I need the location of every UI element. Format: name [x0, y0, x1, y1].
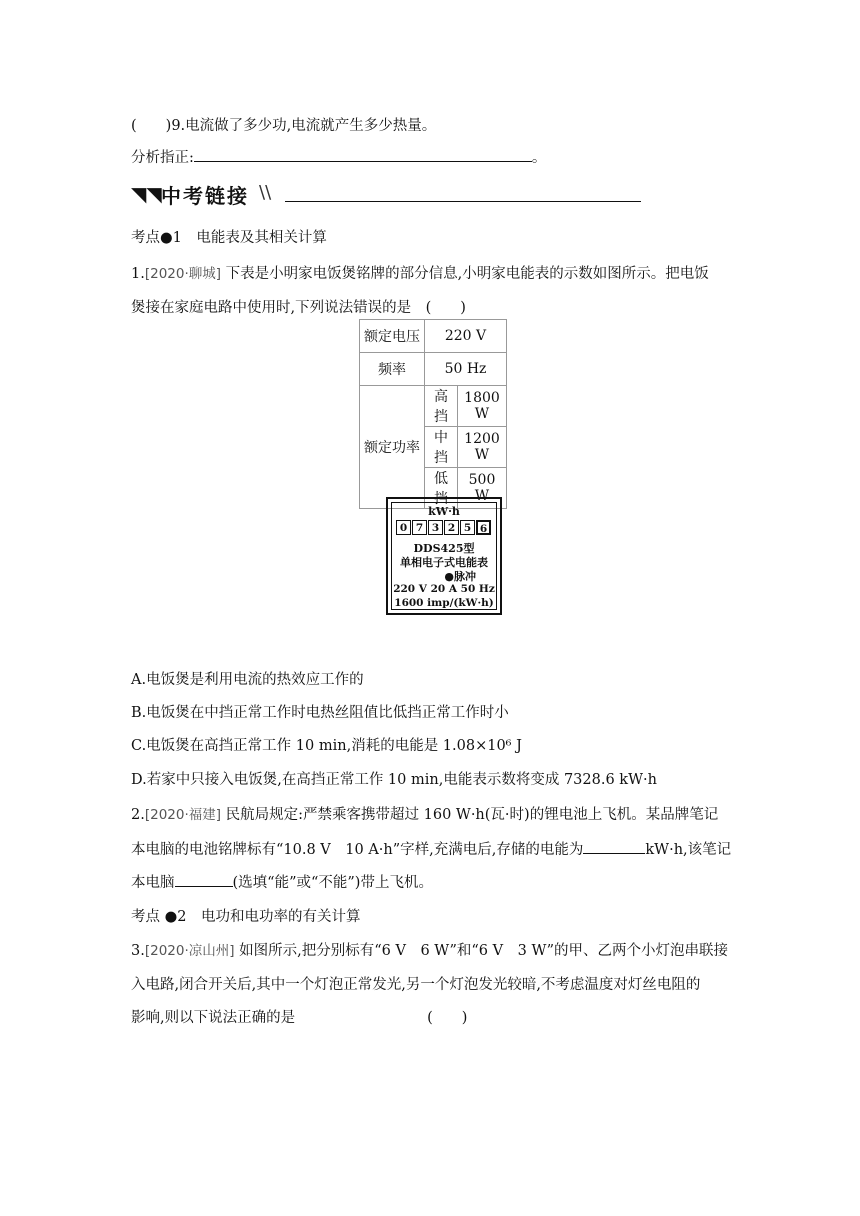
- problem-1-line-2: 煲接在家庭电路中使用时,下列说法错误的是 ( ): [131, 300, 466, 316]
- analysis-end: 。: [531, 150, 547, 166]
- meter-unit: kW·h: [428, 505, 460, 518]
- option-d[interactable]: D.若家中只接入电饭煲,在高挡正常工作 10 min,电能表示数将变成 7328.6 kW·h: [131, 772, 657, 788]
- problem-1-source: [2020·聊城]: [144, 266, 222, 282]
- problem-3-text-1: 如图所示,把分别标有“6 V 6 W”和“6 V 3 W”的甲、乙两个小灯泡串联接: [239, 943, 729, 959]
- banner-rule: [285, 201, 641, 202]
- analysis-line: [131, 146, 546, 167]
- table-row: [360, 320, 507, 353]
- problem-2-text-2b: kW·h,该笔记: [645, 842, 732, 858]
- high-label: 高挡: [425, 386, 458, 427]
- option-a[interactable]: A.电饭煲是利用电流的热效应工作的: [131, 672, 364, 688]
- analysis-label: 分析指正:: [131, 150, 194, 166]
- energy-answer-blank[interactable]: [583, 839, 645, 854]
- rated-voltage-value: 220 V: [425, 320, 507, 353]
- banner-slash-icon: \\: [259, 182, 272, 203]
- meter-digit-decimal: 6: [476, 520, 491, 535]
- table-row: [360, 386, 507, 427]
- meter-model: DDS425型: [413, 542, 475, 555]
- problem-2-line-2: [131, 838, 731, 859]
- meter-digit: 0: [396, 520, 411, 535]
- table-row: [360, 353, 507, 386]
- carry-answer-blank[interactable]: [175, 872, 233, 887]
- question-9-text: 9.电流做了多少功,电流就产生多少热量。: [171, 118, 437, 134]
- problem-2-text-1: 民航局规定:严禁乘客携带超过 160 W·h(瓦·时)的锂电池上飞机。某品牌笔记: [225, 807, 719, 823]
- problem-2-text-3a: 本电脑: [131, 875, 175, 891]
- electricity-meter-figure: [386, 497, 502, 615]
- analysis-blank[interactable]: [194, 147, 532, 162]
- problem-2-line-1: 2.[2020·福建] 民航局规定:严禁乘客携带超过 160 W·h(瓦·时)的锂电池上飞机。某品牌笔记: [131, 807, 719, 823]
- meter-digit: 3: [428, 520, 443, 535]
- frequency-value: 50 Hz: [425, 353, 507, 386]
- meter-constant: 1600 imp/(kW·h): [394, 597, 494, 609]
- meter-digit: 5: [460, 520, 475, 535]
- problem-3-paren: ( ): [427, 1010, 468, 1026]
- question-9: [131, 114, 436, 135]
- banner-mark-icon: ◥◥: [131, 182, 162, 206]
- meter-digit: 2: [444, 520, 459, 535]
- low-value: 500 W: [458, 468, 507, 509]
- meter-digits: [396, 520, 492, 535]
- meter-digit: 7: [412, 520, 427, 535]
- problem-3-line-3: [131, 1006, 467, 1027]
- meter-pulse: ●脉冲: [444, 570, 476, 583]
- low-label: 低挡: [425, 468, 458, 509]
- option-b[interactable]: B.电饭煲在中挡正常工作时电热丝阻值比低挡正常工作时小: [131, 705, 509, 721]
- banner-title: 中考链接: [161, 184, 249, 208]
- option-c[interactable]: C.电饭煲在高挡正常工作 10 min,消耗的电能是 1.08×10⁶ J: [131, 738, 522, 754]
- mid-value: 1200 W: [458, 427, 507, 468]
- problem-3-line-1: 3.[2020·凉山州] 如图所示,把分别标有“6 V 6 W”和“6 V 3 W”的甲、乙两个小灯泡串联接: [131, 943, 729, 959]
- problem-2-source: [2020·福建]: [144, 807, 222, 823]
- answer-paren: ( ): [131, 118, 172, 134]
- section-banner: [131, 178, 511, 208]
- rice-cooker-spec-table: [359, 319, 507, 509]
- rated-power-label: 额定功率: [360, 386, 425, 509]
- frequency-label: 频率: [360, 353, 425, 386]
- problem-3-text-3a: 影响,则以下说法正确的是: [131, 1010, 296, 1026]
- problem-3-source: [2020·凉山州]: [144, 943, 235, 959]
- knowledge-point-1: 考点●1 电能表及其相关计算: [131, 230, 327, 246]
- high-value: 1800 W: [458, 386, 507, 427]
- problem-3-line-2: 入电路,闭合开关后,其中一个灯泡正常发光,另一个灯泡发光较暗,不考虑温度对灯丝电阻的: [131, 977, 701, 993]
- mid-label: 中挡: [425, 427, 458, 468]
- meter-name: 单相电子式电能表: [400, 556, 488, 569]
- problem-1-line-1: 1.[2020·聊城] 下表是小明家电饭煲铭牌的部分信息,小明家电能表的示数如图所示。把电饭: [131, 266, 709, 282]
- meter-rating: 220 V 20 A 50 Hz: [393, 583, 495, 595]
- problem-2-text-3b: (选填“能”或“不能”)带上飞机。: [232, 875, 433, 891]
- problem-2-text-2a: 本电脑的电池铭牌标有“10.8 V 10 A·h”字样,充满电后,存储的电能为: [131, 842, 584, 858]
- problem-2-line-3: [131, 871, 433, 892]
- problem-1-text-1: 下表是小明家电饭煲铭牌的部分信息,小明家电能表的示数如图所示。把电饭: [225, 266, 709, 282]
- rated-voltage-label: 额定电压: [360, 320, 425, 353]
- knowledge-point-2: 考点 ●2 电功和电功率的有关计算: [131, 909, 361, 925]
